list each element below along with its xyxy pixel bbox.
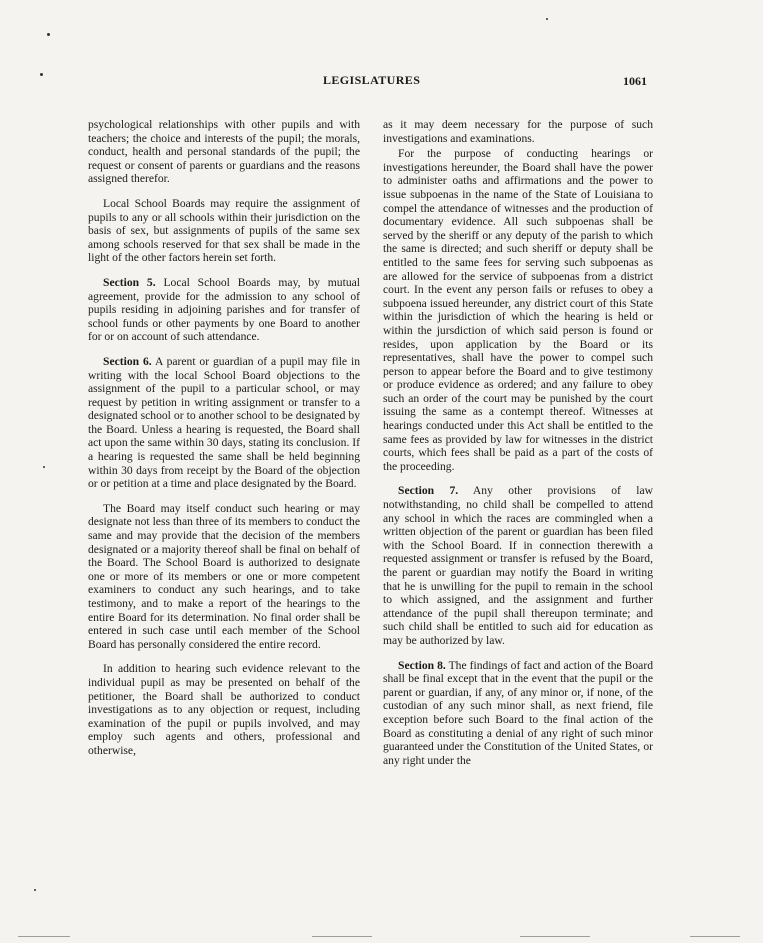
paragraph: [383, 147, 653, 473]
paragraph-text: The findings of fact and action of the Board shall be final except that in the event that the pupil or the parent or guardian, if any, of any minor or, if none, of the custodian of any such minor shall, as next friend, file exception before such Board to the final action of the Board as constituting a denial of any right of such minor guaranteed under the Constitution of the United States, or any right under the: [383, 658, 653, 767]
paragraph-text: as it may deem necessary for the purpose of such investigations and examinations.: [383, 118, 653, 145]
scan-speck: [546, 18, 548, 20]
section-6-paragraph: [88, 355, 360, 491]
scan-edge-line: [520, 936, 590, 937]
section-heading: Section 7.: [398, 484, 459, 498]
paragraph: [383, 118, 653, 145]
section-7-paragraph: [383, 484, 653, 647]
scan-edge-line: [312, 936, 372, 937]
paragraph-text: Local School Boards may, by mutual agreement, provide for the admission to any school of pupils residing in adjoining parishes and for transfer of school funds or other payments by one Board to another for or on account of such attendance.: [88, 275, 360, 344]
section-heading: Section 8.: [398, 658, 446, 672]
section-heading: Section 5.: [103, 275, 156, 289]
scan-speck: [47, 33, 50, 36]
paragraph-text: A parent or guardian of a pupil may file in writing with the local School Board objections to the assignment of the pupil to a particular school, or may request by petition in writing assignment or transfer to a designated school or to another school to be designated by the Board. Unless a hearing is requested, the Board shall act upon the same within 30 days, stating its conclusion. If a hearing is requested the same shall be held beginning within 30 days from receipt by the Board of the objection or or petition at a time and place designated by the Board.: [88, 354, 360, 491]
running-title: LEGISLATURES: [323, 73, 421, 87]
left-column: [88, 118, 360, 758]
paragraph: [88, 118, 360, 186]
paragraph-text: For the purpose of conducting hearings or investigations hereunder, the Board shall have the power to administer oaths and affirmations and the power to issue subpoenas in the name of the State of Louisiana to compel the attendance of witnesses and the production of documentary evidence. All such subpoenas shall be served by the sheriff or any deputy of the parish to which the same is directed; and such sheriff or deputy shall be entitled to the same fees for serving such subpoenas as are allowed for the service of subpoenas from a district court. In the event any person fails or refuses to obey a subpoena issued hereunder, any district court of this State within the jurisdiction of which the hearing is held or within the jursdiction of which said person is found or resides, upon application by the Board or its representatives, shall have the power to compel such person to appear before the Board and to give testimony or produce evidence as ordered; and any failure to obey such an order of the court may be punished by the court issuing the same as a contempt thereof. Witnesses at hearings conducted under this Act shall be entitled to the same fees as provided by law for witnesses in the district courts, which fees shall be paid as a part of the costs of the proceeding.: [383, 147, 653, 473]
scan-speck: [34, 889, 36, 891]
scan-speck: [40, 73, 43, 76]
scan-edge-line: [690, 936, 740, 937]
paragraph-text: Any other provisions of law notwithstanding, no child shall be compelled to attend any school in which the races are commingled when a written objection of the parent or guardian has been filed with the School Board. If in connection therewith a requested assignment or transfer is refused by the Board, the parent or guardian may notify the Board in writing that he is unwilling for the pupil to remain in the school to which assigned, and the assignment and further attendance of the pupil shall thereupon terminate; and such child shall be entitled to such aid for education as may be authorized by law.: [383, 484, 653, 647]
paragraph: [88, 502, 360, 652]
right-column: [383, 118, 653, 767]
page-number: 1061: [623, 74, 647, 88]
paragraph: [88, 197, 360, 265]
scan-speck: [43, 466, 45, 468]
paragraph-text: Local School Boards may require the assignment of pupils to any or all schools within their jurisdiction on the basis of sex, but assignments of pupils of the same sex among schools reserved for that sex shall be made in the light of the other factors herein set forth.: [88, 196, 360, 265]
section-heading: Section 6.: [103, 354, 152, 368]
paragraph: [88, 662, 360, 757]
paragraph-text: psychological relationships with other pupils and with teachers; the choice and interests of the pupil; the morals, conduct, health and personal standards of the pupil; the request or consent of parents or guardians and the reasons assigned therefor.: [88, 118, 360, 186]
paragraph-text: In addition to hearing such evidence relevant to the individual pupil as may be presented on behalf of the petitioner, the Board shall be authorized to conduct investigations as to any objection or request, including examination of the pupil or pupils involved, and may employ such agents and others, professional and otherwise,: [88, 662, 360, 757]
running-header: [0, 73, 763, 89]
scan-edge-line: [18, 936, 70, 937]
section-8-paragraph: [383, 659, 653, 768]
paragraph-text: The Board may itself conduct such hearing or may designate not less than three of its members to conduct the same and may provide that the decision of the members designated or a majority thereof shall be final on behalf of the Board. The School Board is authorized to designate one or more of its members or one or more competent examiners to conduct any such hearings, and to take testimony, and to make a report of the hearings to the entire Board for its determination. No final order shall be entered in such case until each member of the School Board has personally considered the entire record.: [88, 501, 360, 651]
section-5-paragraph: [88, 276, 360, 344]
